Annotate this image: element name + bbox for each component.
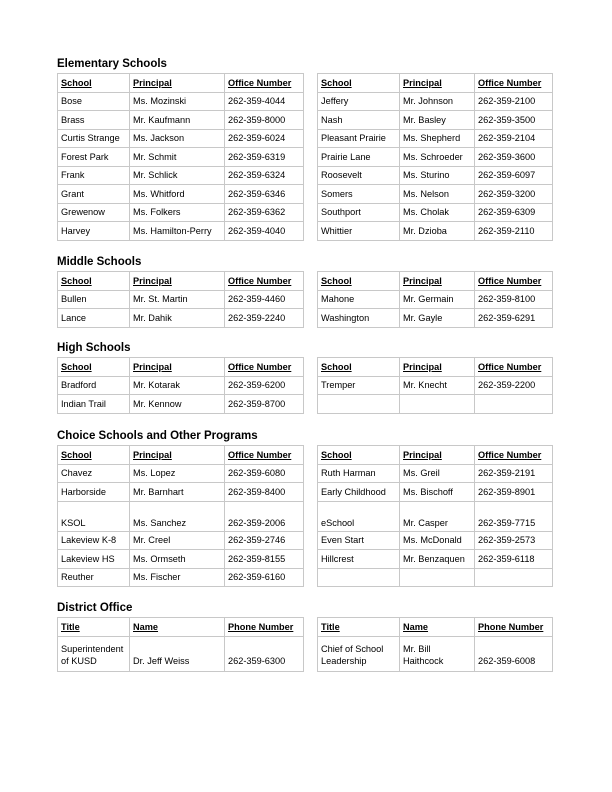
section-title-high: High Schools (57, 342, 131, 354)
table-header-row (58, 446, 304, 465)
table-cell: 262-359-6324 (225, 166, 304, 185)
column-header: Office Number (225, 358, 304, 377)
table-cell: 262-359-4044 (225, 92, 304, 111)
table-header-row (318, 272, 553, 291)
table-cell: Mr. Casper (400, 501, 475, 531)
column-header: Title (58, 618, 130, 637)
table-cell: Ms. Mozinski (130, 92, 225, 111)
table-cell: 262-359-3600 (475, 148, 553, 167)
table-cell: Southport (318, 203, 400, 222)
table-cell: KSOL (58, 501, 130, 531)
table-cell: Brass (58, 111, 130, 130)
table-cell: Ms. Lopez (130, 464, 225, 483)
table-row (58, 501, 304, 531)
table-cell: 262-359-8901 (475, 483, 553, 502)
table-cell: 262-359-8400 (225, 483, 304, 502)
table-cell: Mr. Dahik (130, 309, 225, 328)
table-cell: 262-359-6160 (225, 568, 304, 587)
table-row (318, 166, 553, 185)
table-cell: Bullen (58, 290, 130, 309)
table-row (58, 129, 304, 148)
table-cell: Ms. Bischoff (400, 483, 475, 502)
table-cell (318, 395, 400, 414)
table-row (58, 203, 304, 222)
table-cell: Lakeview K-8 (58, 531, 130, 550)
table-cell (475, 395, 553, 414)
table-cell: Mr. Basley (400, 111, 475, 130)
table-header-row (58, 272, 304, 291)
table-cell: 262-359-6080 (225, 464, 304, 483)
table-cell: Lakeview HS (58, 550, 130, 569)
column-header: School (58, 272, 130, 291)
table-cell: 262-359-6118 (475, 550, 553, 569)
column-header: Principal (130, 446, 225, 465)
table-row (318, 185, 553, 204)
table-cell: Ruth Harman (318, 464, 400, 483)
column-header: Phone Number (475, 618, 553, 637)
table-cell: Harborside (58, 483, 130, 502)
table-cell: Roosevelt (318, 166, 400, 185)
table-cell: Bradford (58, 376, 130, 395)
table-cell: 262-359-6300 (225, 636, 304, 671)
table-cell: Curtis Strange (58, 129, 130, 148)
table-row (318, 129, 553, 148)
table-cell: Mahone (318, 290, 400, 309)
table-cell: Mr. Creel (130, 531, 225, 550)
table-cell: 262-359-6200 (225, 376, 304, 395)
section-title-middle: Middle Schools (57, 256, 142, 268)
district-table-right (317, 617, 553, 672)
table-row (58, 531, 304, 550)
table-cell: Ms. Sanchez (130, 501, 225, 531)
table-cell: Ms. Jackson (130, 129, 225, 148)
column-header: School (58, 446, 130, 465)
table-cell: Mr. Kennow (130, 395, 225, 414)
table-row (58, 568, 304, 587)
table-row (58, 483, 304, 502)
table-row (318, 568, 553, 587)
table-row (318, 111, 553, 130)
column-header: Office Number (475, 74, 553, 93)
table-cell: Mr. Benzaquen (400, 550, 475, 569)
table-row (58, 636, 304, 671)
table-cell: 262-359-3500 (475, 111, 553, 130)
table-cell: Chavez (58, 464, 130, 483)
table-row (58, 550, 304, 569)
table-cell: Forest Park (58, 148, 130, 167)
column-header: Office Number (225, 272, 304, 291)
table-cell: Indian Trail (58, 395, 130, 414)
table-cell: Mr. St. Martin (130, 290, 225, 309)
table-cell: Whittier (318, 222, 400, 241)
table-cell: Early Childhood (318, 483, 400, 502)
table-cell: Grewenow (58, 203, 130, 222)
table-cell: 262-359-4040 (225, 222, 304, 241)
table-cell: Ms. Schroeder (400, 148, 475, 167)
table-cell: Tremper (318, 376, 400, 395)
column-header: Office Number (475, 446, 553, 465)
table-cell: 262-359-2104 (475, 129, 553, 148)
column-header: Office Number (475, 358, 553, 377)
table-row (58, 309, 304, 328)
table-row (318, 290, 553, 309)
table-cell: Mr. Schlick (130, 166, 225, 185)
table-cell: Mr. Schmit (130, 148, 225, 167)
table-row (58, 464, 304, 483)
table-row (58, 166, 304, 185)
table-cell (400, 568, 475, 587)
table-row (318, 550, 553, 569)
table-cell: Ms. Ormseth (130, 550, 225, 569)
column-header: Principal (400, 358, 475, 377)
table-cell: Prairie Lane (318, 148, 400, 167)
table-cell: 262-359-6309 (475, 203, 553, 222)
table-row (58, 222, 304, 241)
table-cell: 262-359-2110 (475, 222, 553, 241)
table-cell: Mr. Kotarak (130, 376, 225, 395)
table-cell: Jeffery (318, 92, 400, 111)
column-header: Principal (400, 74, 475, 93)
column-header: School (58, 358, 130, 377)
high-table-left (57, 357, 304, 414)
column-header: Phone Number (225, 618, 304, 637)
table-row (318, 501, 553, 531)
table-cell: 262-359-6346 (225, 185, 304, 204)
table-cell: 262-359-7715 (475, 501, 553, 531)
table-cell: Mr. Bill Haithcock (400, 636, 475, 671)
table-cell: Somers (318, 185, 400, 204)
choice-table-left (57, 445, 304, 587)
table-header-row (318, 618, 553, 637)
table-cell: Ms. Folkers (130, 203, 225, 222)
column-header: School (318, 446, 400, 465)
table-cell: Hillcrest (318, 550, 400, 569)
table-cell: 262-359-4460 (225, 290, 304, 309)
middle-table-right (317, 271, 553, 328)
table-cell: 262-359-8700 (225, 395, 304, 414)
table-cell: 262-359-2240 (225, 309, 304, 328)
table-cell: Ms. Cholak (400, 203, 475, 222)
table-cell: Lance (58, 309, 130, 328)
table-row (318, 483, 553, 502)
table-row (318, 203, 553, 222)
table-header-row (318, 358, 553, 377)
table-cell: 262-359-6097 (475, 166, 553, 185)
table-header-row (318, 74, 553, 93)
section-title-district: District Office (57, 602, 133, 614)
middle-table-left (57, 271, 304, 328)
table-cell (475, 568, 553, 587)
table-row (318, 376, 553, 395)
table-cell: 262-359-2200 (475, 376, 553, 395)
table-cell: 262-359-2006 (225, 501, 304, 531)
table-cell: 262-359-2746 (225, 531, 304, 550)
table-cell: Grant (58, 185, 130, 204)
table-cell: 262-359-3200 (475, 185, 553, 204)
table-row (58, 395, 304, 414)
column-header: School (318, 74, 400, 93)
table-row (318, 395, 553, 414)
column-header: Principal (130, 74, 225, 93)
table-cell: Mr. Germain (400, 290, 475, 309)
table-header-row (58, 74, 304, 93)
table-cell (400, 395, 475, 414)
table-row (58, 92, 304, 111)
column-header: Name (130, 618, 225, 637)
high-table-right (317, 357, 553, 414)
table-cell: Pleasant Prairie (318, 129, 400, 148)
column-header: Office Number (225, 446, 304, 465)
table-cell: 262-359-8100 (475, 290, 553, 309)
choice-table-right (317, 445, 553, 587)
table-cell: Mr. Knecht (400, 376, 475, 395)
table-row (318, 464, 553, 483)
section-title-elementary: Elementary Schools (57, 58, 167, 70)
table-cell: Ms. Whitford (130, 185, 225, 204)
table-row (58, 185, 304, 204)
column-header: Principal (400, 272, 475, 291)
table-cell: Ms. Sturino (400, 166, 475, 185)
table-row (318, 148, 553, 167)
table-row (58, 290, 304, 309)
column-header: Name (400, 618, 475, 637)
elementary-table-right (317, 73, 553, 241)
table-header-row (318, 446, 553, 465)
table-cell: 262-359-6319 (225, 148, 304, 167)
table-cell: Ms. Nelson (400, 185, 475, 204)
table-row (318, 309, 553, 328)
table-cell: 262-359-2191 (475, 464, 553, 483)
table-row (318, 222, 553, 241)
table-cell: Washington (318, 309, 400, 328)
table-cell: Mr. Dzioba (400, 222, 475, 241)
table-cell: Ms. McDonald (400, 531, 475, 550)
table-cell: Harvey (58, 222, 130, 241)
elementary-table-left (57, 73, 304, 241)
table-cell: 262-359-2573 (475, 531, 553, 550)
column-header: Principal (400, 446, 475, 465)
table-cell: Mr. Johnson (400, 92, 475, 111)
table-cell: Ms. Hamilton-Perry (130, 222, 225, 241)
table-cell: 262-359-8155 (225, 550, 304, 569)
table-row (318, 636, 553, 671)
table-cell: 262-359-8000 (225, 111, 304, 130)
table-cell: Mr. Kaufmann (130, 111, 225, 130)
table-cell: Ms. Fischer (130, 568, 225, 587)
district-table-left (57, 617, 304, 672)
table-cell: Mr. Barnhart (130, 483, 225, 502)
column-header: Office Number (225, 74, 304, 93)
table-cell: Superintendent of KUSD (58, 636, 130, 671)
table-cell: Even Start (318, 531, 400, 550)
column-header: Principal (130, 358, 225, 377)
table-cell: 262-359-6291 (475, 309, 553, 328)
table-cell: Reuther (58, 568, 130, 587)
table-row (58, 376, 304, 395)
column-header: Title (318, 618, 400, 637)
table-cell: 262-359-6024 (225, 129, 304, 148)
table-header-row (58, 358, 304, 377)
table-row (58, 148, 304, 167)
table-cell: 262-359-6008 (475, 636, 553, 671)
table-row (318, 531, 553, 550)
column-header: School (318, 358, 400, 377)
table-cell: Mr. Gayle (400, 309, 475, 328)
table-row (58, 111, 304, 130)
column-header: School (58, 74, 130, 93)
table-cell: Bose (58, 92, 130, 111)
table-row (318, 92, 553, 111)
table-header-row (58, 618, 304, 637)
table-cell (318, 568, 400, 587)
table-cell: Dr. Jeff Weiss (130, 636, 225, 671)
table-cell: Ms. Greil (400, 464, 475, 483)
section-title-choice: Choice Schools and Other Programs (57, 430, 258, 442)
column-header: Principal (130, 272, 225, 291)
table-cell: Chief of School Leadership (318, 636, 400, 671)
table-cell: 262-359-2100 (475, 92, 553, 111)
table-cell: Nash (318, 111, 400, 130)
table-cell: 262-359-6362 (225, 203, 304, 222)
column-header: Office Number (475, 272, 553, 291)
table-cell: eSchool (318, 501, 400, 531)
table-cell: Frank (58, 166, 130, 185)
table-cell: Ms. Shepherd (400, 129, 475, 148)
column-header: School (318, 272, 400, 291)
